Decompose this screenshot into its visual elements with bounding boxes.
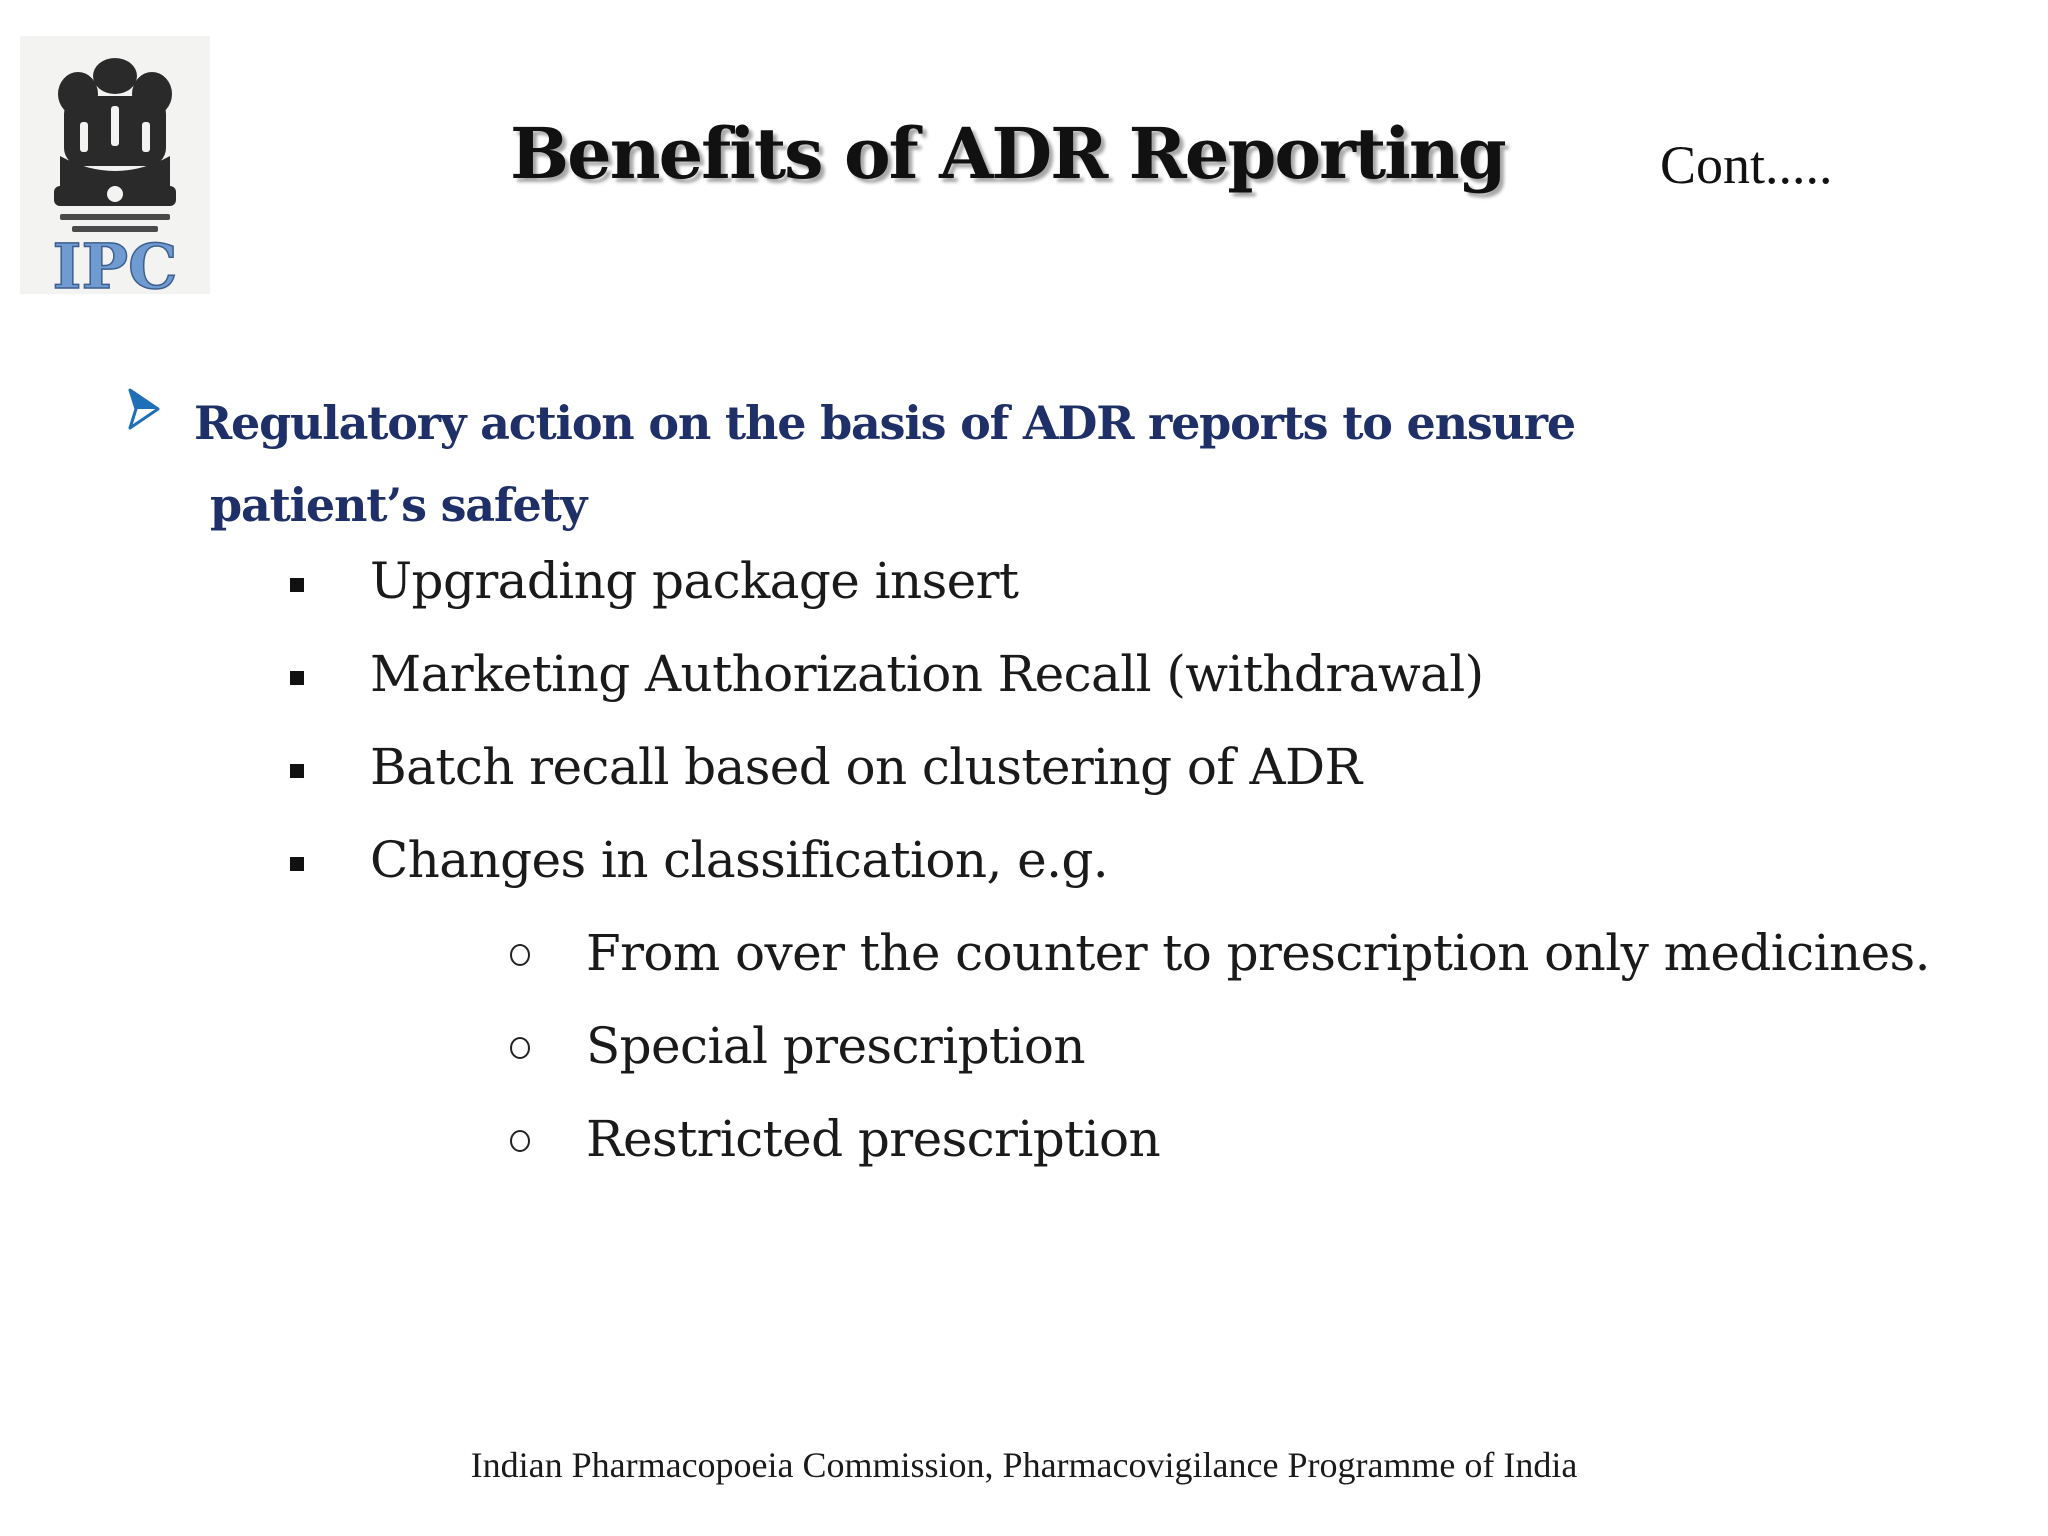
state-emblem-icon xyxy=(20,36,210,294)
square-bullet-icon xyxy=(290,578,304,592)
circle-bullet-icon xyxy=(510,944,530,966)
main-point xyxy=(194,382,1575,546)
slide-title: Benefits of ADR Reporting xyxy=(510,112,1505,195)
main-point-line2: patient’s safety xyxy=(210,478,587,532)
list-item-text: From over the counter to prescription only medicines. xyxy=(586,924,1930,982)
square-bullet-icon xyxy=(290,857,304,871)
slide-footer: Indian Pharmacopoeia Commission, Pharmacovigilance Programme of India xyxy=(470,1445,1578,1485)
square-bullet-icon xyxy=(290,671,304,685)
continuation-label: Cont..... xyxy=(1660,135,1833,195)
square-bullet-icon xyxy=(290,764,304,778)
list-item-text: Restricted prescription xyxy=(586,1110,1161,1168)
list-item-text: Batch recall based on clustering of ADR xyxy=(370,738,1362,796)
circle-bullet-icon xyxy=(510,1130,530,1152)
list-item-text: Marketing Authorization Recall (withdrawal) xyxy=(370,645,1484,703)
arrowhead-bullet-icon xyxy=(126,386,162,432)
circle-bullet-icon xyxy=(510,1037,530,1059)
list-item-text: Upgrading package insert xyxy=(370,552,1019,610)
main-point-line1: Regulatory action on the basis of ADR reports to ensure xyxy=(194,396,1575,450)
logo-text: IPC xyxy=(52,230,178,294)
ipc-logo xyxy=(20,36,210,294)
list-item-text: Special prescription xyxy=(586,1017,1085,1075)
list-item-text: Changes in classification, e.g. xyxy=(370,831,1109,889)
